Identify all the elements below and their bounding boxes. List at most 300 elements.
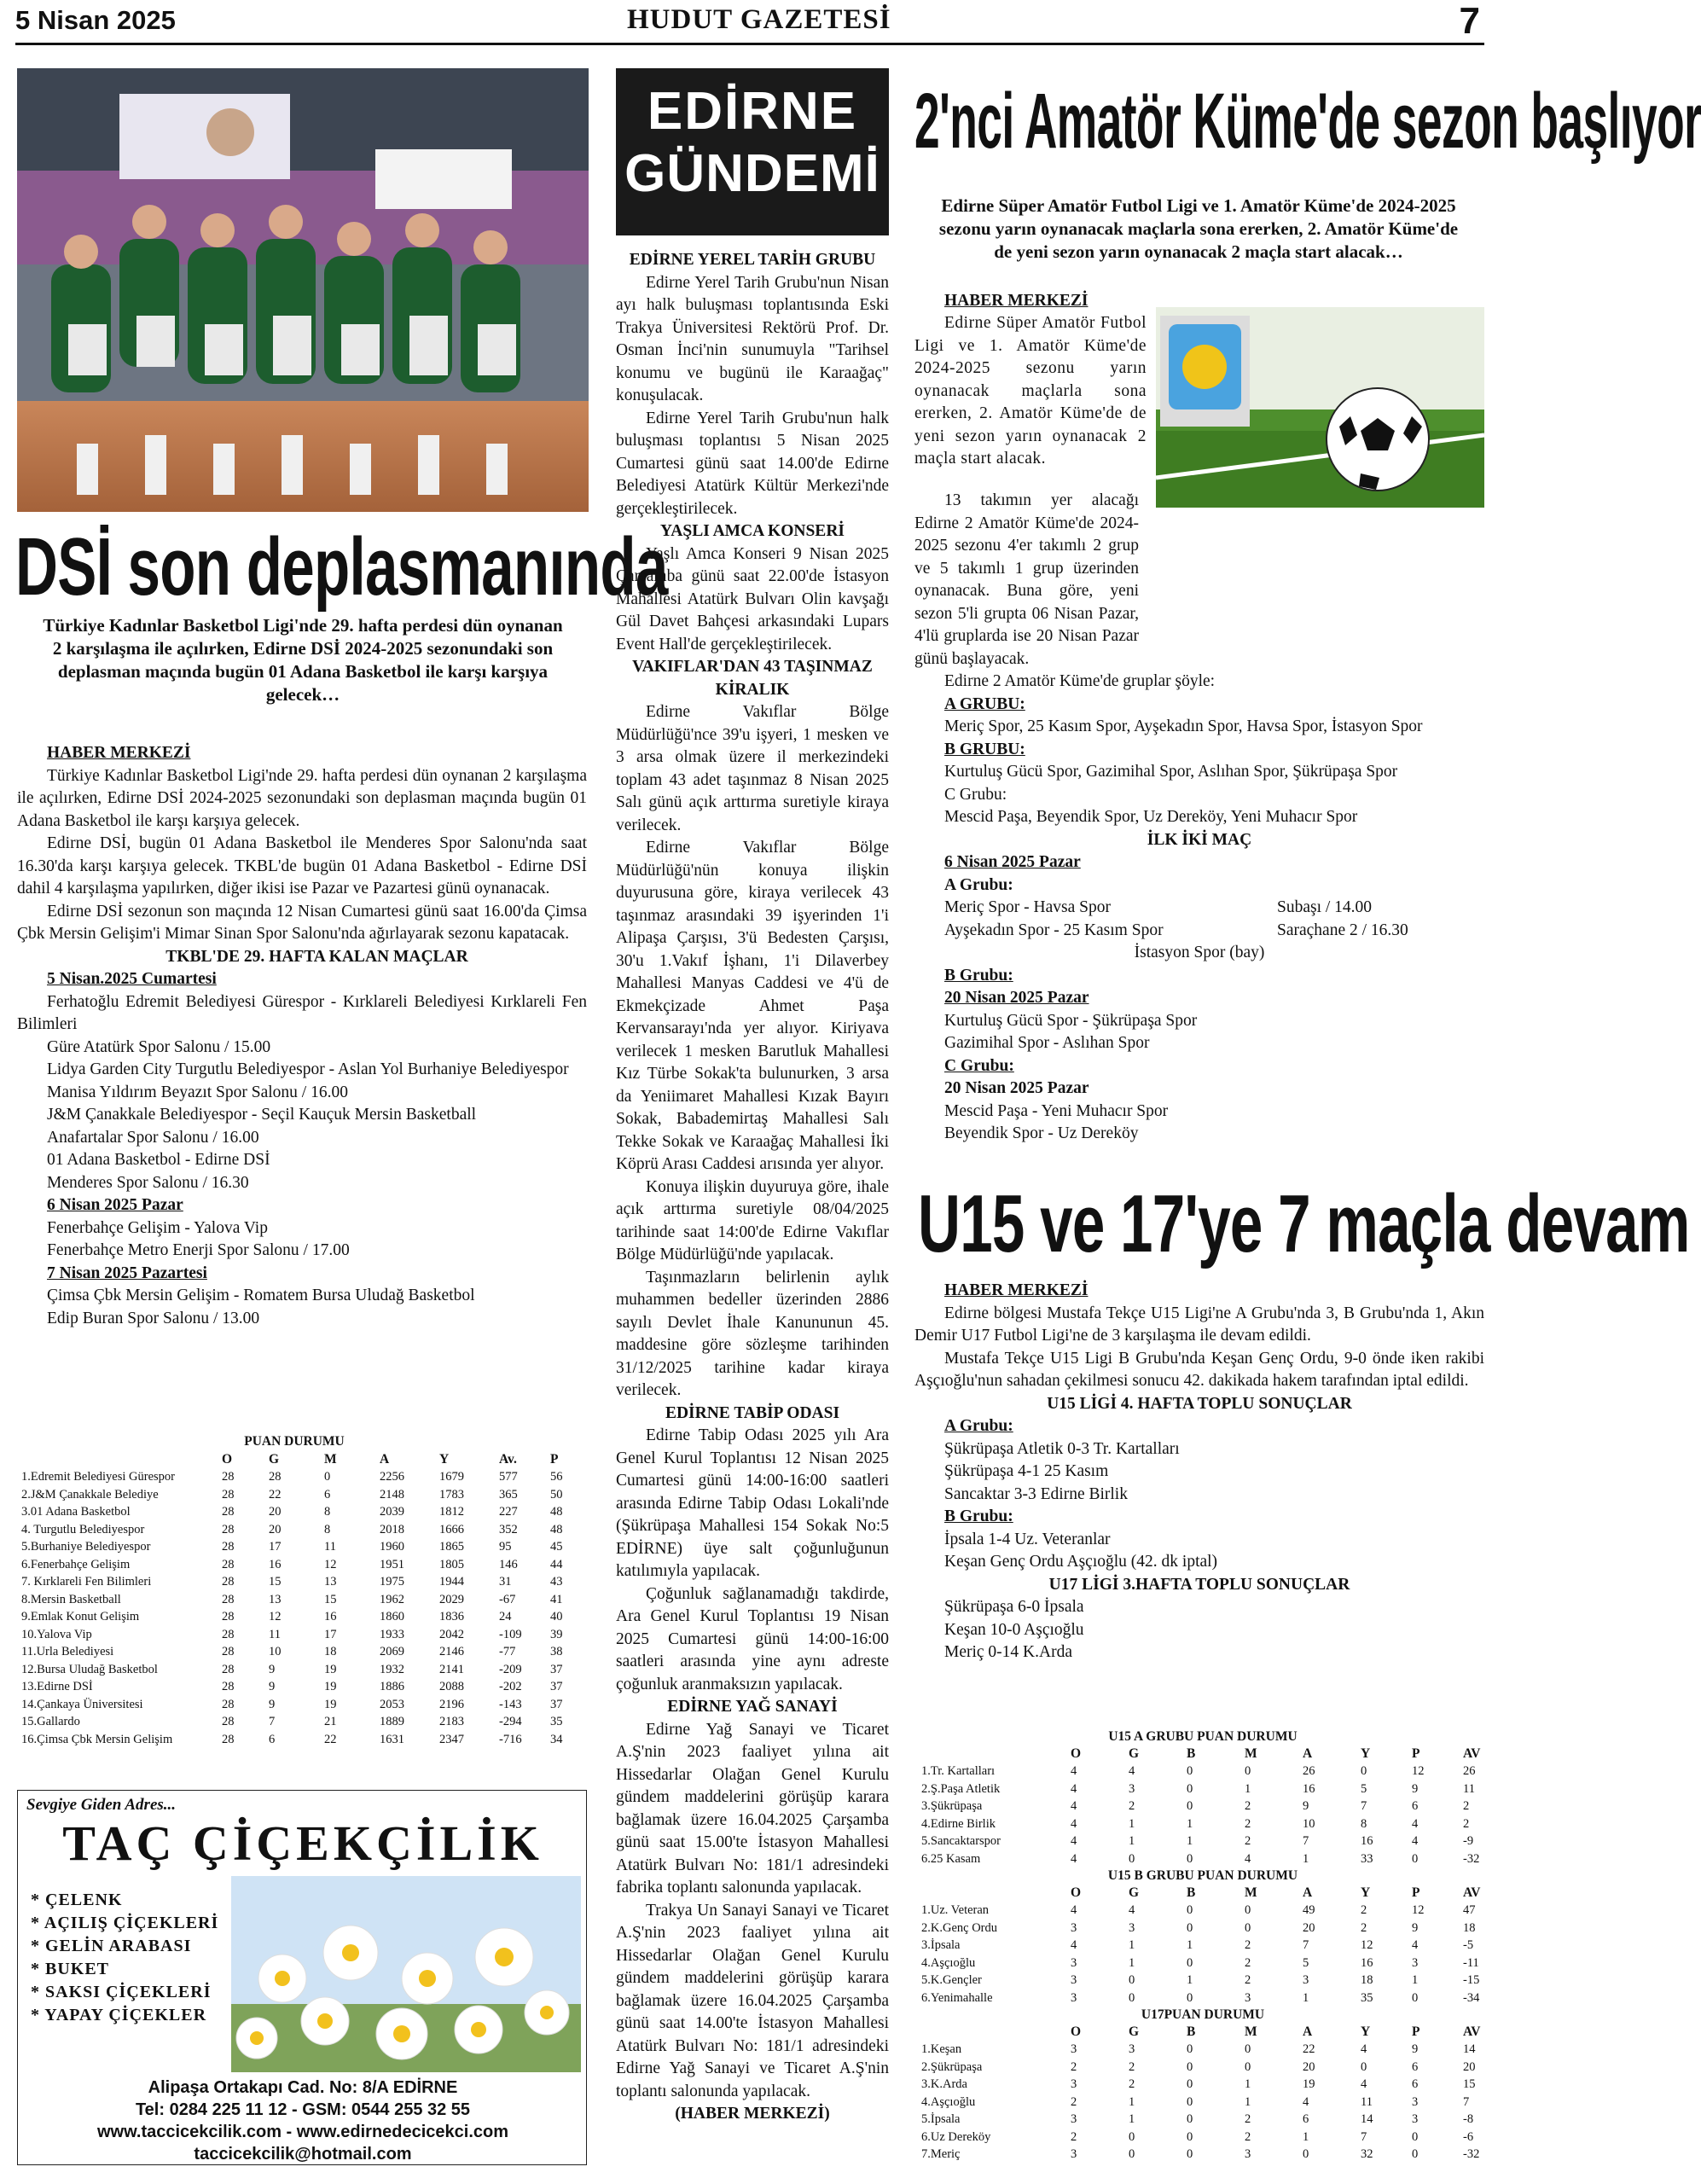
amator-paragraph: Edirne 2 Amatör Küme'de gruplar şöyle: [944,672,1216,690]
table-cell: 13 [324,1575,337,1589]
table-cell: 1889 [380,1715,404,1728]
table-cell: 10 [1303,1816,1315,1831]
table-cell: 6 [1412,2077,1419,2091]
table-cell: 2.K.Genç Ordu [921,1920,997,1935]
table-row [921,2094,1484,2111]
table-cell: 4 [1361,2077,1367,2091]
table-cell: 0 [1187,2147,1193,2161]
table-cell: 7 [1361,1799,1367,1813]
table-cell: 2 [1071,2094,1077,2109]
table-cell: 1 [1187,1834,1193,1848]
table-cell: 4 [1071,1938,1077,1952]
table-cell: 0 [1129,1851,1135,1866]
table-cell: 0 [1245,2059,1251,2074]
table-cell: 4 [1071,1781,1077,1796]
table-cell: 1812 [439,1505,464,1519]
table-cell: 6 [1412,2059,1419,2074]
table-cell: 22 [324,1732,337,1746]
table-cell: 0 [1361,2059,1367,2074]
table-cell: 2 [1463,1816,1470,1831]
table-cell: 3.Şükrüpaşa [921,1799,983,1813]
table-cell: 3 [1129,1920,1135,1935]
table-cell: 28 [222,1645,235,1658]
table-row [21,1486,584,1504]
table-cell: 2 [1129,2059,1135,2074]
ad-service-item: * GELİN ARABASI [31,1937,192,1955]
table-row [21,1573,584,1591]
table-cell: 56 [550,1470,563,1484]
table-cell: 1865 [439,1540,464,1554]
table-cell: 2 [1129,2077,1135,2091]
table-cell: 19 [324,1662,337,1676]
table-cell: 0 [1245,1920,1251,1935]
table-row [921,2146,1484,2164]
table-header-cell: B [1187,1746,1196,1761]
table-cell: 4 [1129,1764,1135,1778]
standings-header-cell [21,1451,222,1468]
table-header-cell: A [1303,1746,1313,1761]
daisies-image [231,1876,581,2072]
table-cell: 1 [1245,1781,1251,1796]
table-row [921,1920,1484,1937]
table-cell: -8 [1463,2112,1474,2126]
table-cell: 4 [1412,1834,1419,1848]
table-cell: 2 [1245,2129,1251,2144]
gundem-title-line1: EDİRNE [647,82,858,141]
dsi-venue: Fenerbahçe Metro Enerji Spor Salonu / 17.00 [47,1241,350,1259]
amator-group-label: A GRUBU: [944,694,1025,713]
table-cell: 5.K.Gençler [921,1973,982,1987]
table-header-cell: G [1129,1746,1140,1761]
table-cell: 15 [324,1592,337,1606]
table-cell: 2.Ş.Paşa Atletik [921,1781,1001,1796]
dsi-match: J&M Çanakkale Belediyespor - Seçil Kauçuk Mersin Basketball [47,1106,477,1124]
standings-header-cell: A [380,1452,390,1467]
u15a-table [921,1745,1484,1867]
table-row [21,1608,584,1626]
u17-table [921,2024,1484,2164]
amator-group-label: C Grubu: [944,1056,1014,1075]
table-header-cell: M [1245,2024,1257,2039]
table-cell: 1932 [380,1662,404,1676]
table-cell: 28 [222,1592,235,1606]
table-cell: 17 [324,1627,337,1641]
table-cell: 4 [1071,1799,1077,1813]
table-row [921,1780,1484,1798]
table-cell: 3 [1245,1990,1251,2005]
table-cell: 47 [1463,1903,1476,1917]
table-cell: 1 [1245,2077,1251,2091]
table-cell: 6.Yenimahalle [921,1990,993,2005]
gundem-paragraph: Edirne Yerel Tarih Grubu'nun Nisan ayı halk buluşması toplantısında Eski Trakya Üniversitesi Rektörü Prof. Dr. Osman İnci'nin sunumuyla "Tarihsel konumu ve bugünü ile Karaağaç" konuşulacak. [616,273,889,404]
table-cell: 0 [1412,1851,1419,1866]
dsi-day: 5 Nisan.2025 Cumartesi [47,970,217,988]
u15-result: Şükrüpaşa 4-1 25 Kasım [944,1462,1109,1480]
table-row [21,1731,584,1749]
table-header-cell: Y [1361,1746,1371,1761]
table-cell: 1.Keşan [921,2042,962,2056]
table-cell: 6 [1303,2112,1309,2126]
table-cell: 1.Edremit Belediyesi Gürespor [21,1470,175,1484]
table-cell: 1.Tr. Kartalları [921,1764,996,1778]
table-cell: -6 [1463,2129,1474,2144]
table-cell: 39 [550,1627,563,1641]
table-cell: 0 [1245,1764,1251,1778]
table-cell: 1631 [380,1732,404,1746]
table-cell: 3 [1303,1973,1309,1987]
table-cell: 28 [222,1540,235,1554]
table-cell: -34 [1463,1990,1480,2005]
table-cell: 37 [550,1662,563,1676]
table-cell: 28 [222,1732,235,1746]
table-cell: 15 [1463,2077,1476,2091]
standings-header-cell: G [269,1452,280,1467]
amator-fixture: Meriç Spor - Havsa Spor [944,898,1111,916]
table-cell: 12.Bursa Uludağ Basketbol [21,1662,158,1676]
table-cell: 17 [269,1540,282,1554]
table-cell: 37 [550,1680,563,1693]
table-cell: 2 [1245,2112,1251,2126]
gundem-banner [616,68,889,235]
table-cell: 1805 [439,1557,464,1571]
table-cell: 14 [1361,2112,1373,2126]
table-cell: 20 [1303,1920,1315,1935]
table-cell: -11 [1463,1955,1479,1970]
table-cell: 2 [1071,2059,1077,2074]
table-header-cell: Y [1361,1885,1371,1900]
gundem-title-line2: GÜNDEMİ [624,144,880,203]
table-cell: 16 [1361,1834,1373,1848]
table-cell: 2053 [380,1697,404,1711]
table-header-cell [921,2024,1071,2041]
u15-results-title: U15 LİGİ 4. HAFTA TOPLU SONUÇLAR [1047,1394,1352,1413]
table-cell: 6 [269,1732,276,1746]
table-cell: 12 [1361,1938,1373,1952]
ad-email: taccicekcilik@hotmail.com [194,2145,412,2164]
table-cell: 1962 [380,1592,404,1606]
gundem-section-title: EDİRNE YAĞ SANAYİ [667,1698,838,1716]
table-cell: 2.J&M Çanakkale Belediye [21,1487,159,1502]
dsi-venue: Edip Buran Spor Salonu / 13.00 [47,1309,260,1327]
table-cell: 26 [1463,1764,1476,1778]
u15-paragraph: Edirne bölgesi Mustafa Tekçe U15 Ligi'ne A Grubu'nda 3, B Grubu'nda 1, Akın Demir U17 Futbol Ligi'ne de 3 karşılaşma ile devam edildi. [914,1304,1484,1345]
table-cell: 6.Uz Dereköy [921,2129,991,2144]
table-cell: 10.Yalova Vip [21,1627,92,1641]
amator-date: 6 Nisan 2025 Pazar [944,853,1081,871]
table-cell: 1 [1303,2129,1309,2144]
table-cell: 16.Çimsa Çbk Mersin Gelişim [21,1732,173,1746]
u15-result: Şükrüpaşa Atletik 0-3 Tr. Kartalları [944,1439,1180,1458]
table-cell: 2 [1071,2129,1077,2144]
dsi-match: Fenerbahçe Gelişim - Yalova Vip [47,1218,268,1237]
table-cell: 8 [1361,1816,1367,1831]
dsi-venue: Manisa Yıldırım Beyazıt Spor Salonu / 16.00 [47,1083,348,1101]
gundem-body [616,249,889,2126]
standings-title: PUAN DURUMU [244,1434,345,1449]
table-row [21,1678,584,1696]
table-cell: 2141 [439,1662,464,1676]
amator-paragraph: Edirne Süper Amatör Futbol Ligi ve 1. Amatör Küme'de 2024-2025 sezonu yarın oynanacak maçlarla sona ererken, 2. Amatör Küme'de de yeni sezon yarın oynanacak 2 maçla start alacak. [914,314,1147,468]
dsi-byline: HABER MERKEZİ [47,744,191,762]
table-header-cell: O [1071,2024,1082,2039]
table-row [921,1763,1484,1780]
dsi-remaining-title: TKBL'DE 29. HAFTA KALAN MAÇLAR [165,947,468,966]
u15-result: İpsala 1-4 Uz. Veteranlar [944,1530,1111,1548]
u15-group-label: A Grubu: [944,1417,1013,1435]
table-cell: 4 [1412,1816,1419,1831]
table-cell: 1975 [380,1575,404,1589]
table-cell: 4 [1071,1834,1077,1848]
table-cell: 3 [1245,2147,1251,2161]
table-cell: 33 [1361,1851,1373,1866]
amator-paragraph: 13 takımın yer alacağı Edirne 2 Amatör Küme'de 2024-2025 sezonu 4'er takımlı 2 grup ve 5 takımlı 1 grup üzerinden oynanacak. Buna göre, yeni sezon 5'li grupta 06 Nisan Pazar, 4'lü gruplarda ise 20 Nisan Pazar günü başlayacak. [914,491,1139,668]
table-cell: 12 [1412,1764,1425,1778]
table-cell: -5 [1463,1938,1474,1952]
table-cell: -32 [1463,2147,1480,2161]
amator-group-label: B Grubu: [944,966,1013,985]
header-rule [15,43,1484,45]
table-header-cell: AV [1463,2024,1481,2039]
header-date: 5 Nisan 2025 [15,5,176,35]
table-cell: 1886 [380,1680,404,1693]
ad-address: Alipaşa Ortakapı Cad. No: 8/A EDİRNE [148,2078,458,2097]
gundem-section-title: VAKIFLAR'DAN 43 TAŞINMAZ KİRALIK [632,658,873,699]
table-header-cell: G [1129,1885,1140,1900]
table-cell: 0 [1129,1973,1135,1987]
ad-contact [18,2077,588,2165]
table-cell: -143 [499,1697,522,1711]
table-cell: 35 [550,1715,563,1728]
table-cell: 0 [1187,1955,1193,1970]
table-row [921,2059,1484,2077]
table-cell: 28 [222,1715,235,1728]
table-cell: 0 [1187,2059,1193,2074]
amator-first-matches: İLK İKİ MAÇ [1147,830,1252,849]
table-header-cell: A [1303,1885,1313,1900]
u17-results-title: U17 LİGİ 3.HAFTA TOPLU SONUÇLAR [1048,1575,1350,1594]
ad-phone: Tel: 0284 225 11 12 - GSM: 0544 255 32 55 [135,2100,471,2119]
amator-fixture: Mescid Paşa - Yeni Muhacır Spor [944,1101,1169,1120]
table-cell: -202 [499,1680,522,1693]
table-row [21,1696,584,1714]
table-cell: 20 [1303,2059,1315,2074]
ad-tagline: Sevgiye Giden Adres... [26,1796,177,1814]
table-cell: -15 [1463,1973,1480,1987]
table-cell: 48 [550,1505,563,1519]
amator-fixture: Ayşekadın Spor - 25 Kasım Spor [944,921,1164,939]
table-header-cell: O [1071,1885,1082,1900]
table-cell: 2196 [439,1697,464,1711]
table-cell: 9 [1303,1799,1309,1813]
table-cell: 7 [1303,1938,1309,1952]
dsi-match: Lidya Garden City Turgutlu Belediyespor - Aslan Yol Burhaniye Belediyespor [47,1060,569,1078]
table-header-cell: M [1245,1885,1257,1900]
gundem-paragraph: Edirne Yağ Sanayi ve Ticaret A.Ş'nin 2023 faaliyet yılına ait Hissedarlar Olağan Genel Kurulu gündem maddelerini görüşüp karara bağlamak üzere 16.04.2025 Çarşamba günü saat 15.00'te İstasyon Mahallesi Atatürk Bulvarı No: 181/1 adresindeki fabrika toplantı salonunda yapılacak. [616,1720,889,1896]
table-cell: 48 [550,1522,563,1536]
table-cell: 31 [499,1575,512,1589]
u15-body [914,1280,1484,1664]
gundem-paragraph: Yaşlı Amca Konseri 9 Nisan 2025 Çarşamba günü saat 22.00'de İstasyon Mahallesi Atatürk Bulvarı Olin kavşağı Gül Davet Bahçesi arkasındaki Lupars Event Hall'de gerçekleştirilecek. [616,544,889,653]
table-cell: 13.Edirne DSİ [21,1680,93,1693]
table-cell: 0 [1187,1764,1193,1778]
table-cell: 577 [499,1470,518,1484]
table-cell: 28 [222,1680,235,1693]
ad-brand: TAÇ ÇİÇEKÇİLİK [62,1815,543,1871]
table-row [21,1713,584,1731]
table-cell: 8 [324,1505,331,1519]
amator-lead: Edirne Süper Amatör Futbol Ligi ve 1. Amatör Küme'de 2024-2025 sezonu yarın oynanacak maçlarla sona ererken, 2. Amatör Küme'de de yeni sezon yarın oynanacak 2 maçla start alacak… [938,195,1459,262]
table-cell: 3 [1071,1973,1077,1987]
table-cell: 0 [1412,1990,1419,2005]
table-cell: 1 [1129,1834,1135,1848]
table-header-row [921,1885,1484,1902]
table-cell: 16 [1361,1955,1373,1970]
u15-byline: HABER MERKEZİ [944,1281,1089,1299]
table-cell: 9.Emlak Konut Gelişim [21,1610,140,1623]
table-cell: 1 [1129,2112,1135,2126]
table-cell: 12 [324,1557,337,1571]
table-cell: 28 [222,1610,235,1623]
table-cell: 0 [1187,2112,1193,2126]
table-cell: 18 [1463,1920,1476,1935]
table-cell: -716 [499,1732,522,1746]
gundem-section-title: EDİRNE YEREL TARİH GRUBU [629,251,876,269]
dsi-venue: Anafartalar Spor Salonu / 16.00 [47,1128,259,1147]
table-cell: 9 [269,1662,276,1676]
standings-header-cell: O [222,1452,233,1467]
u17-result: Şükrüpaşa 6-0 İpsala [944,1598,1084,1616]
table-cell: 1 [1187,1938,1193,1952]
dsi-venue: Menderes Spor Salonu / 16.30 [47,1173,249,1192]
amator-fixture: Kurtuluş Gücü Spor - Şükrüpaşa Spor [944,1011,1198,1030]
table-cell: 2088 [439,1680,464,1693]
ad-service-item: * YAPAY ÇİÇEKLER [31,2006,207,2024]
dsi-lead: Türkiye Kadınlar Basketbol Ligi'nde 29. hafta perdesi dün oynanan 2 karşılaşma ile açılırken, Edirne DSİ 2024-2025 sezonundaki son deplasman maçında bugün 01 Adana Basketbol ile karşı karşıya gelecek… [43,615,563,705]
table-cell: 19 [324,1680,337,1693]
table-cell: 6.Fenerbahçe Gelişim [21,1557,131,1571]
table-cell: 2 [1361,1920,1367,1935]
table-header-row [921,2024,1484,2041]
ad-service-item: * AÇILIŞ ÇİÇEKLERİ [31,1914,219,1932]
table-cell: 0 [1361,1764,1367,1778]
table-cell: 15.Gallardo [21,1715,80,1728]
amator-fixture-venue: Subaşı / 14.00 [1277,898,1373,916]
table-cell: 40 [550,1610,563,1623]
table-cell: 3.K.Arda [921,2077,967,2091]
table-cell: 5.İpsala [921,2112,961,2126]
table-row [921,1955,1484,1972]
table-cell: 11 [1463,1781,1475,1796]
amator-group-label: C Grubu: [944,785,1007,804]
table-header-row [921,1745,1484,1763]
table-row [21,1468,584,1486]
table-cell: 7 [1463,2094,1470,2109]
table-cell: 4. Turgutlu Belediyespor [21,1522,145,1536]
table-cell: 15 [269,1575,282,1589]
table-cell: 3 [1412,2094,1419,2109]
table-cell: 5 [1303,1955,1309,1970]
table-header-cell: P [1412,1885,1420,1900]
table-cell: 2029 [439,1592,464,1606]
table-row [921,1798,1484,1815]
table-cell: 28 [222,1575,235,1589]
table-cell: 1783 [439,1487,464,1502]
table-cell: 3 [1071,2147,1077,2161]
dsi-venue: Güre Atatürk Spor Salonu / 15.00 [47,1037,271,1056]
table-cell: 0 [1187,1781,1193,1796]
table-cell: 34 [550,1732,563,1746]
ad-service-item: * ÇELENK [31,1891,123,1909]
table-cell: 4 [1412,1938,1419,1952]
table-cell: 2183 [439,1715,464,1728]
table-cell: 0 [1245,1903,1251,1917]
table-cell: 6 [324,1487,331,1502]
table-cell: 3.İpsala [921,1938,961,1952]
table-cell: 28 [222,1487,235,1502]
table-cell: 0 [1187,1920,1193,1935]
table-cell: 1 [1129,1955,1135,1970]
table-cell: 41 [550,1592,563,1606]
table-cell: 28 [222,1662,235,1676]
amator-group-teams: Kurtuluş Gücü Spor, Gazimihal Spor, Aslıhan Spor, Şükrüpaşa Spor [944,763,1398,781]
table-row [921,1937,1484,1955]
table-cell: 0 [1245,2042,1251,2056]
table-cell: 28 [222,1557,235,1571]
gundem-paragraph: Edirne Tabip Odası 2025 yılı Ara Genel Kurul Toplantısı 12 Nisan 2025 Cumartesi günü 14:00-16:00 saatleri arasında Edirne Tabip Odası Lokali'nde (Şükrüpaşa Mahallesi 154 Sokak No:5 EDİRNE) üye salt çoğunluğunun katılımıyla yapılacak. [616,1426,889,1580]
table-row [921,2076,1484,2094]
table-cell: 20 [269,1522,282,1536]
table-header-cell: M [1245,1746,1257,1761]
table-cell: 2347 [439,1732,464,1746]
table-cell: 2 [1245,1955,1251,1970]
table-cell: 12 [269,1610,282,1623]
table-cell: 1679 [439,1470,464,1484]
table-row [21,1661,584,1679]
table-cell: 28 [222,1697,235,1711]
table-cell: 6.25 Kasam [921,1851,981,1866]
table-cell: 9 [269,1697,276,1711]
table-cell: -294 [499,1715,522,1728]
dsi-paragraph: Edirne DSİ, bugün 01 Adana Basketbol ile Menderes Spor Salonu'nda saat 16.30'da karşı karşıya gelecek. TKBL'de bugün 01 Adana Basketbol - Edirne DSİ dahil 4 karşılaşma yapılırken, diğer ikisi ise Pazar ve Pazartesi günü oynanacak. [17,834,587,897]
table-cell: 12 [1412,1903,1425,1917]
table-cell: 0 [1187,1799,1193,1813]
table-cell: 1 [1129,1938,1135,1952]
table-cell: -9 [1463,1834,1474,1848]
table-cell: 1 [1245,2094,1251,2109]
gundem-paragraph: Trakya Un Sanayi Sanayi ve Ticaret A.Ş'nin 2023 faaliyet yılına ait Hissedarlar Olağan Genel Kurulu gündem maddelerini görüşüp karara bağlamak üzere 16.04.2025 Çarşamba günü saat 14.00'te İstasyon Mahallesi Atatürk Bulvarı No: 181/1 adresindeki Edirne Yağ Sanayi ve Ticaret A.Ş'nin toplantı salonunda yapılacak. [616,1901,889,2100]
amator-date: 20 Nisan 2025 Pazar [944,1079,1089,1097]
table-cell: 9 [269,1680,276,1693]
table-cell: 22 [1303,2042,1315,2056]
table-cell: 28 [222,1505,235,1519]
header-page-number: 7 [1459,0,1480,42]
gundem-section-title: EDİRNE TABİP ODASI [665,1403,840,1422]
table-cell: 8 [324,1522,331,1536]
table-cell: 2069 [380,1645,404,1658]
table-cell: 7 [1303,1834,1309,1848]
table-cell: 2256 [380,1470,404,1484]
table-cell: 1 [1412,1973,1419,1987]
table-header-cell: AV [1463,1885,1481,1900]
table-header-cell: P [1412,1746,1420,1761]
table-row [921,1989,1484,2007]
table-cell: 0 [1187,2129,1193,2144]
table-row [921,1850,1484,1868]
table-cell: 9 [1412,2042,1419,2056]
table-cell: 1836 [439,1610,464,1623]
ad-service-item: * SAKSI ÇİÇEKLERİ [31,1983,212,2001]
table-cell: 9 [1412,1781,1419,1796]
